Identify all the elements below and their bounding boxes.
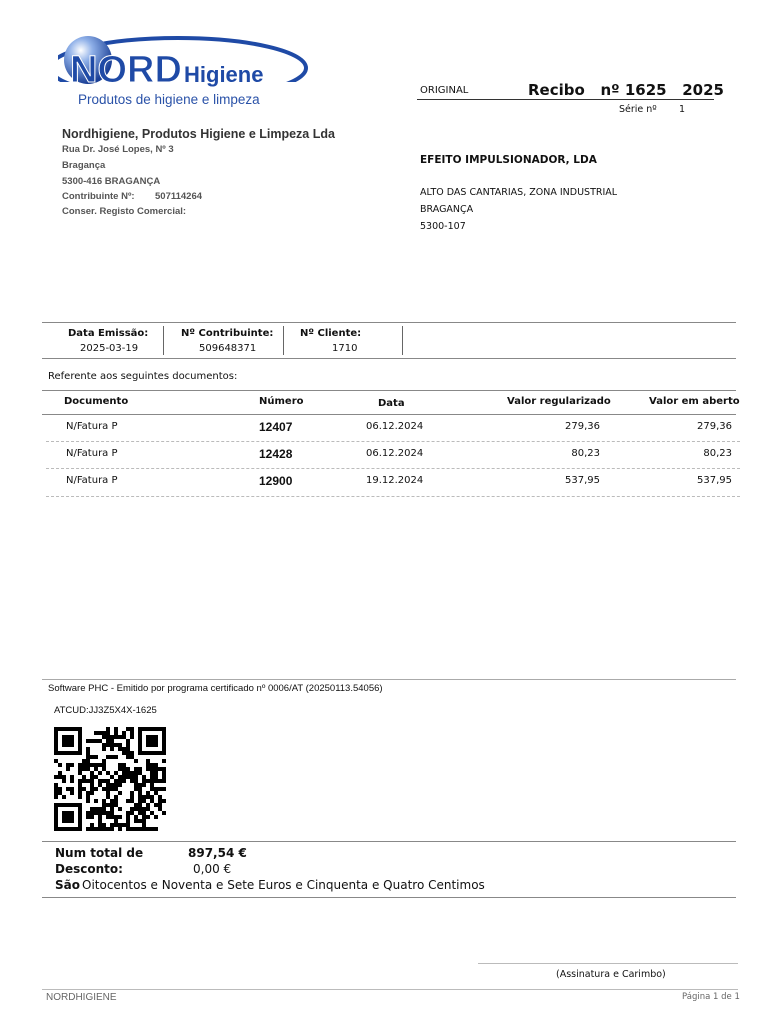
row-document: N/Fatura P: [66, 421, 118, 432]
col-header-document: Documento: [64, 396, 129, 407]
logo-brand: NORD: [70, 49, 182, 91]
row-separator: [46, 468, 740, 469]
info-divider: [402, 326, 403, 355]
totals-top-border: [42, 841, 736, 842]
signature-line: [478, 963, 738, 964]
table-header-border: [42, 414, 736, 415]
company-city: Bragança: [62, 160, 106, 171]
col-header-paid: Valor regularizado: [507, 396, 611, 407]
client-number-value: 1710: [332, 343, 358, 354]
signature-label: (Assinatura e Carimbo): [556, 969, 666, 980]
amount-words-label: São: [55, 878, 80, 892]
footer-company: NORDHIGIENE: [46, 992, 117, 1003]
row-paid: 80,23: [571, 448, 600, 459]
header-divider: [417, 99, 714, 100]
receipt-title: Recibo nº 1625 2025: [528, 81, 724, 99]
software-border: [42, 679, 736, 680]
row-paid: 279,36: [565, 421, 600, 432]
row-document: N/Fatura P: [66, 475, 118, 486]
row-date: 06.12.2024: [366, 448, 424, 459]
row-paid: 537,95: [565, 475, 600, 486]
footer-border: [42, 989, 738, 990]
copy-type: ORIGINAL: [420, 85, 469, 96]
client-postal: 5300-107: [420, 221, 466, 232]
software-certification: Software PHC - Emitido por programa certificado nº 0006/AT (20250113.54056): [48, 683, 383, 694]
discount-value: 0,00 €: [193, 862, 232, 876]
info-divider: [283, 326, 284, 355]
row-date: 06.12.2024: [366, 421, 424, 432]
issue-date-value: 2025-03-19: [80, 343, 139, 354]
row-number: 12407: [259, 420, 293, 434]
company-registo: Conser. Registo Comercial:: [62, 206, 187, 217]
row-open: 537,95: [697, 475, 732, 486]
company-address: Rua Dr. José Lopes, Nº 3: [62, 144, 174, 155]
company-name: Nordhigiene, Produtos Higiene e Limpeza Lda: [62, 127, 335, 141]
total-label: Num total de: [55, 846, 144, 860]
taxpayer-value: 509648371: [199, 343, 257, 354]
info-bottom-border: [42, 358, 736, 359]
serie-value: 1: [679, 104, 686, 115]
info-divider: [163, 326, 164, 355]
client-name: EFEITO IMPULSIONADOR, LDA: [420, 154, 597, 166]
table-top-border: [42, 390, 736, 391]
issue-date-label: Data Emissão:: [68, 328, 149, 339]
totals-bottom-border: [42, 897, 736, 898]
row-separator: [46, 496, 740, 497]
serie-label: Série nº: [619, 104, 657, 115]
col-header-open: Valor em aberto: [649, 396, 740, 407]
row-open: 279,36: [697, 421, 732, 432]
client-city: BRAGANÇA: [420, 204, 474, 215]
company-nif-label: Contribuinte Nº:: [62, 191, 135, 202]
col-header-number: Número: [259, 396, 304, 407]
row-date: 19.12.2024: [366, 475, 424, 486]
company-postal: 5300-416 BRAGANÇA: [62, 176, 161, 187]
atcud-code: ATCUD:JJ3Z5X4X-1625: [54, 705, 157, 716]
row-number: 12428: [259, 447, 293, 461]
row-open: 80,23: [703, 448, 732, 459]
company-nif-value: 507114264: [155, 191, 203, 202]
col-header-date: Data: [378, 398, 405, 409]
row-number: 12900: [259, 474, 293, 488]
logo-brand2: Higiene: [184, 62, 264, 87]
info-top-border: [42, 322, 736, 323]
amount-in-words: Oitocentos e Noventa e Sete Euros e Cinquenta e Quatro Centimos: [82, 878, 485, 892]
total-value: 897,54 €: [188, 846, 247, 860]
qr-code: [54, 727, 166, 831]
logo-tagline: Produtos de higiene e limpeza: [78, 92, 260, 107]
client-number-label: Nº Cliente:: [300, 328, 362, 339]
client-address: ALTO DAS CANTARIAS, ZONA INDUSTRIAL: [420, 187, 618, 198]
page-number: Página 1 de 1: [682, 992, 740, 1002]
reference-text: Referente aos seguintes documentos:: [48, 371, 238, 382]
row-separator: [46, 441, 740, 442]
taxpayer-label: Nº Contribuinte:: [181, 328, 274, 339]
row-document: N/Fatura P: [66, 448, 118, 459]
discount-label: Desconto:: [55, 862, 123, 876]
